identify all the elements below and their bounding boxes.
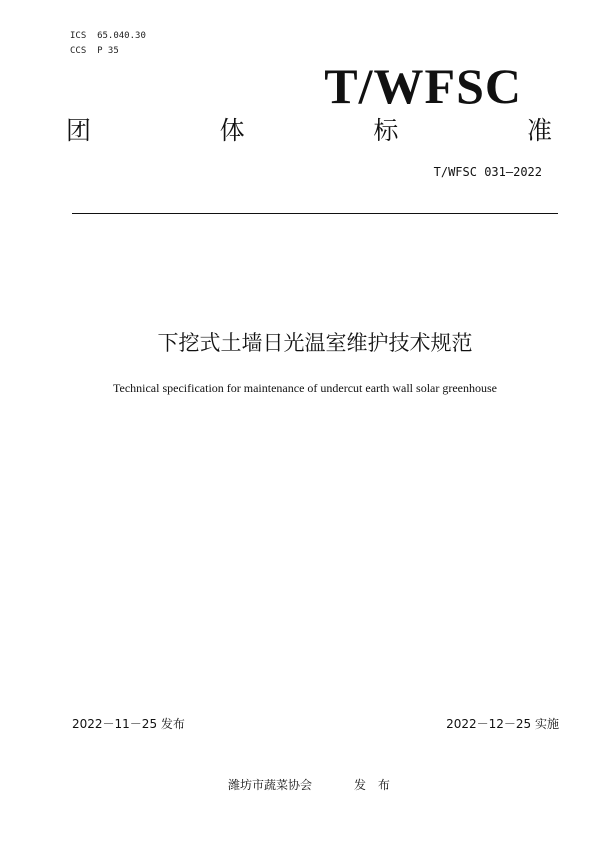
- classification-codes: [70, 29, 146, 59]
- publisher-name: 潍坊市蔬菜协会: [228, 778, 313, 792]
- document-title-chinese: 下挖式土墙日光温室维护技术规范: [157, 331, 473, 355]
- ics-code: ICS 65.040.30: [70, 31, 146, 41]
- standard-number: T/WFSC 031—2022: [433, 165, 542, 179]
- ccs-code: CCS P 35: [70, 46, 119, 56]
- organization-code-logo: T/WFSC: [324, 58, 522, 114]
- document-title-english: Technical specification for maintenance of undercut earth wall solar greenhouse: [113, 381, 497, 395]
- standard-type-char: 团: [66, 116, 92, 145]
- publish-label: 发 布: [354, 778, 394, 792]
- standard-type-heading: [66, 116, 552, 146]
- issue-date: 2022－11－25 发布: [72, 717, 185, 731]
- standard-type-char: 标: [373, 116, 399, 145]
- implementation-date: 2022－12－25 实施: [446, 717, 559, 731]
- header-divider: [72, 213, 558, 214]
- standard-type-char: 准: [526, 116, 552, 145]
- standard-type-char: 体: [219, 116, 245, 145]
